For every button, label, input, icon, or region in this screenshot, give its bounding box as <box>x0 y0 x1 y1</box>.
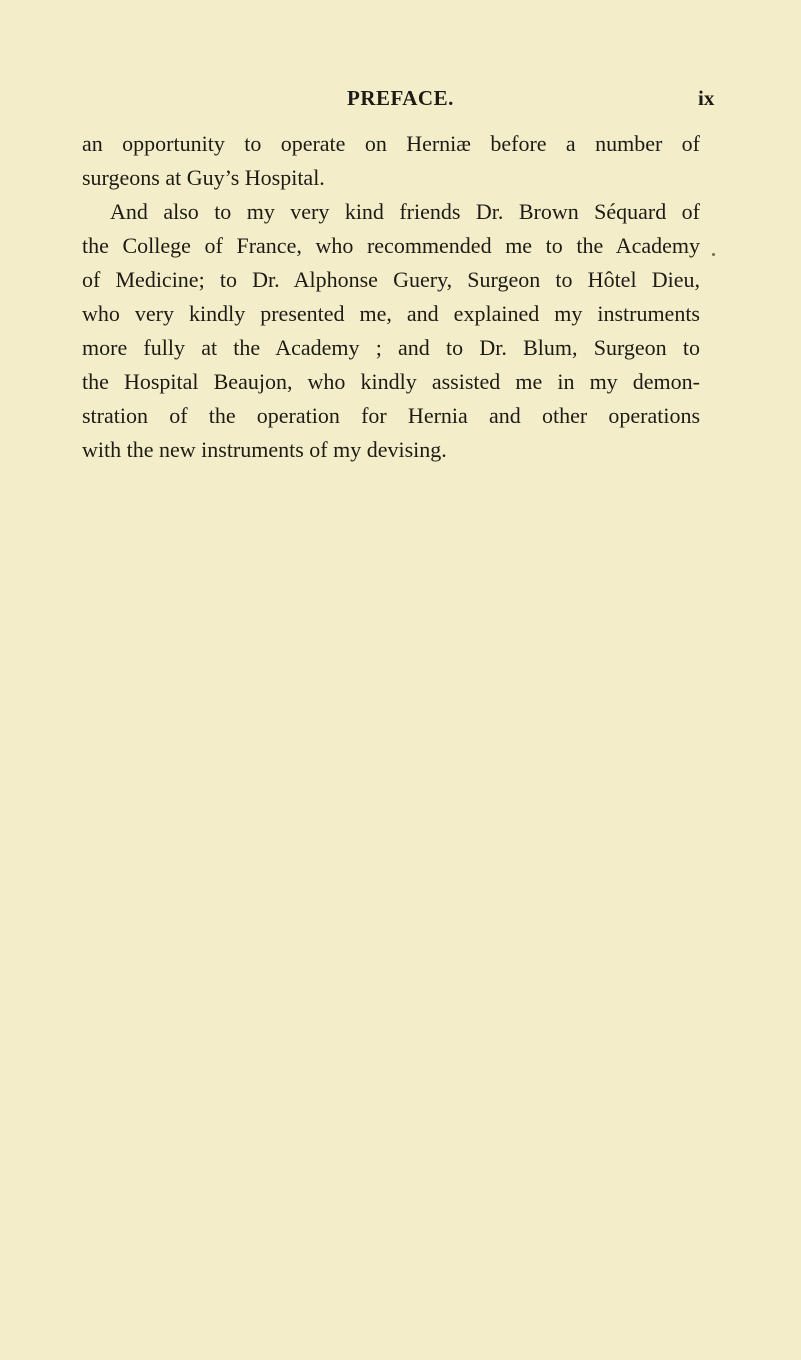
running-head-title: PREFACE. <box>347 86 454 110</box>
text-line: surgeons at Guy’s Hospital. <box>82 165 325 190</box>
text-line: an opportunity to operate on Herniæ before a number of <box>82 131 700 156</box>
text-line: of Medicine; to Dr. Alphonse Guery, Surgeon to Hôtel Dieu, <box>82 267 700 292</box>
text-line: the Hospital Beaujon, who kindly assisted me in my demon- <box>82 369 700 394</box>
paragraph-1 <box>82 127 700 195</box>
text-line: the College of France, who recommended me to the Academy <box>82 233 700 258</box>
page-number: ix <box>698 86 715 110</box>
text-line: And also to my very kind friends Dr. Brown Séquard of <box>110 199 700 224</box>
running-head <box>0 86 801 116</box>
margin-speck <box>712 253 715 256</box>
paragraph-2 <box>82 195 700 467</box>
text-line: stration of the operation for Hernia and other operations <box>82 403 700 428</box>
body-text <box>82 127 700 467</box>
text-line: who very kindly presented me, and explained my instruments <box>82 301 700 326</box>
text-line: more fully at the Academy ; and to Dr. Blum, Surgeon to <box>82 335 700 360</box>
text-line: with the new instruments of my devising. <box>82 437 447 462</box>
